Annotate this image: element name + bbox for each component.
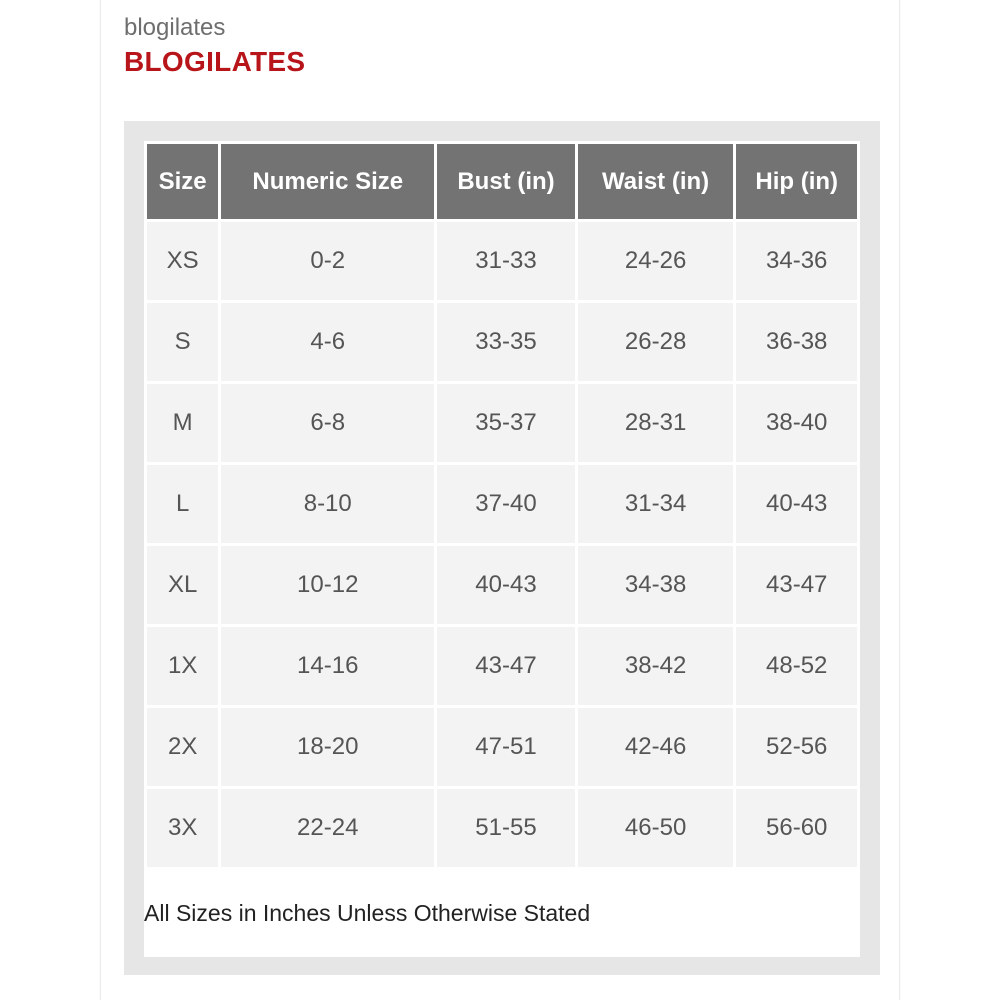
cell-hip: 40-43 xyxy=(736,465,857,543)
cell-numeric-size: 4-6 xyxy=(221,303,434,381)
cell-numeric-size: 0-2 xyxy=(221,222,434,300)
cell-bust: 33-35 xyxy=(437,303,575,381)
table-row xyxy=(147,546,857,624)
cell-waist: 38-42 xyxy=(578,627,734,705)
table-header-row xyxy=(147,144,857,219)
cell-size: S xyxy=(147,303,218,381)
cell-numeric-size: 10-12 xyxy=(221,546,434,624)
brand-name-large[interactable]: BLOGILATES xyxy=(124,46,306,77)
cell-numeric-size: 22-24 xyxy=(221,789,434,867)
cell-waist: 31-34 xyxy=(578,465,734,543)
cell-hip: 38-40 xyxy=(736,384,857,462)
cell-hip: 34-36 xyxy=(736,222,857,300)
cell-hip: 52-56 xyxy=(736,708,857,786)
cell-size: M xyxy=(147,384,218,462)
table-row xyxy=(147,708,857,786)
table-row xyxy=(147,789,857,867)
header-bust: Bust (in) xyxy=(437,144,575,219)
cell-waist: 46-50 xyxy=(578,789,734,867)
cell-numeric-size: 18-20 xyxy=(221,708,434,786)
cell-hip: 43-47 xyxy=(736,546,857,624)
page-card xyxy=(100,0,900,1000)
cell-waist: 24-26 xyxy=(578,222,734,300)
cell-waist: 26-28 xyxy=(578,303,734,381)
cell-waist: 34-38 xyxy=(578,546,734,624)
cell-waist: 42-46 xyxy=(578,708,734,786)
cell-bust: 43-47 xyxy=(437,627,575,705)
cell-numeric-size: 8-10 xyxy=(221,465,434,543)
cell-size: 2X xyxy=(147,708,218,786)
size-chart xyxy=(144,141,860,957)
cell-bust: 51-55 xyxy=(437,789,575,867)
header-size: Size xyxy=(147,144,218,219)
cell-size: L xyxy=(147,465,218,543)
cell-hip: 56-60 xyxy=(736,789,857,867)
cell-size: 1X xyxy=(147,627,218,705)
size-table xyxy=(144,141,860,870)
cell-hip: 36-38 xyxy=(736,303,857,381)
cell-bust: 47-51 xyxy=(437,708,575,786)
header-hip: Hip (in) xyxy=(736,144,857,219)
cell-bust: 37-40 xyxy=(437,465,575,543)
header-waist: Waist (in) xyxy=(578,144,734,219)
table-row xyxy=(147,384,857,462)
table-row xyxy=(147,465,857,543)
cell-numeric-size: 6-8 xyxy=(221,384,434,462)
size-chart-frame xyxy=(124,121,880,975)
table-row xyxy=(147,222,857,300)
cell-size: 3X xyxy=(147,789,218,867)
brand-name-small[interactable]: blogilates xyxy=(124,14,226,41)
cell-numeric-size: 14-16 xyxy=(221,627,434,705)
cell-hip: 48-52 xyxy=(736,627,857,705)
table-row xyxy=(147,303,857,381)
cell-size: XL xyxy=(147,546,218,624)
cell-size: XS xyxy=(147,222,218,300)
table-row xyxy=(147,627,857,705)
cell-bust: 35-37 xyxy=(437,384,575,462)
header-numeric-size: Numeric Size xyxy=(221,144,434,219)
size-footnote: All Sizes in Inches Unless Otherwise Stated xyxy=(144,900,591,926)
cell-waist: 28-31 xyxy=(578,384,734,462)
cell-bust: 31-33 xyxy=(437,222,575,300)
cell-bust: 40-43 xyxy=(437,546,575,624)
